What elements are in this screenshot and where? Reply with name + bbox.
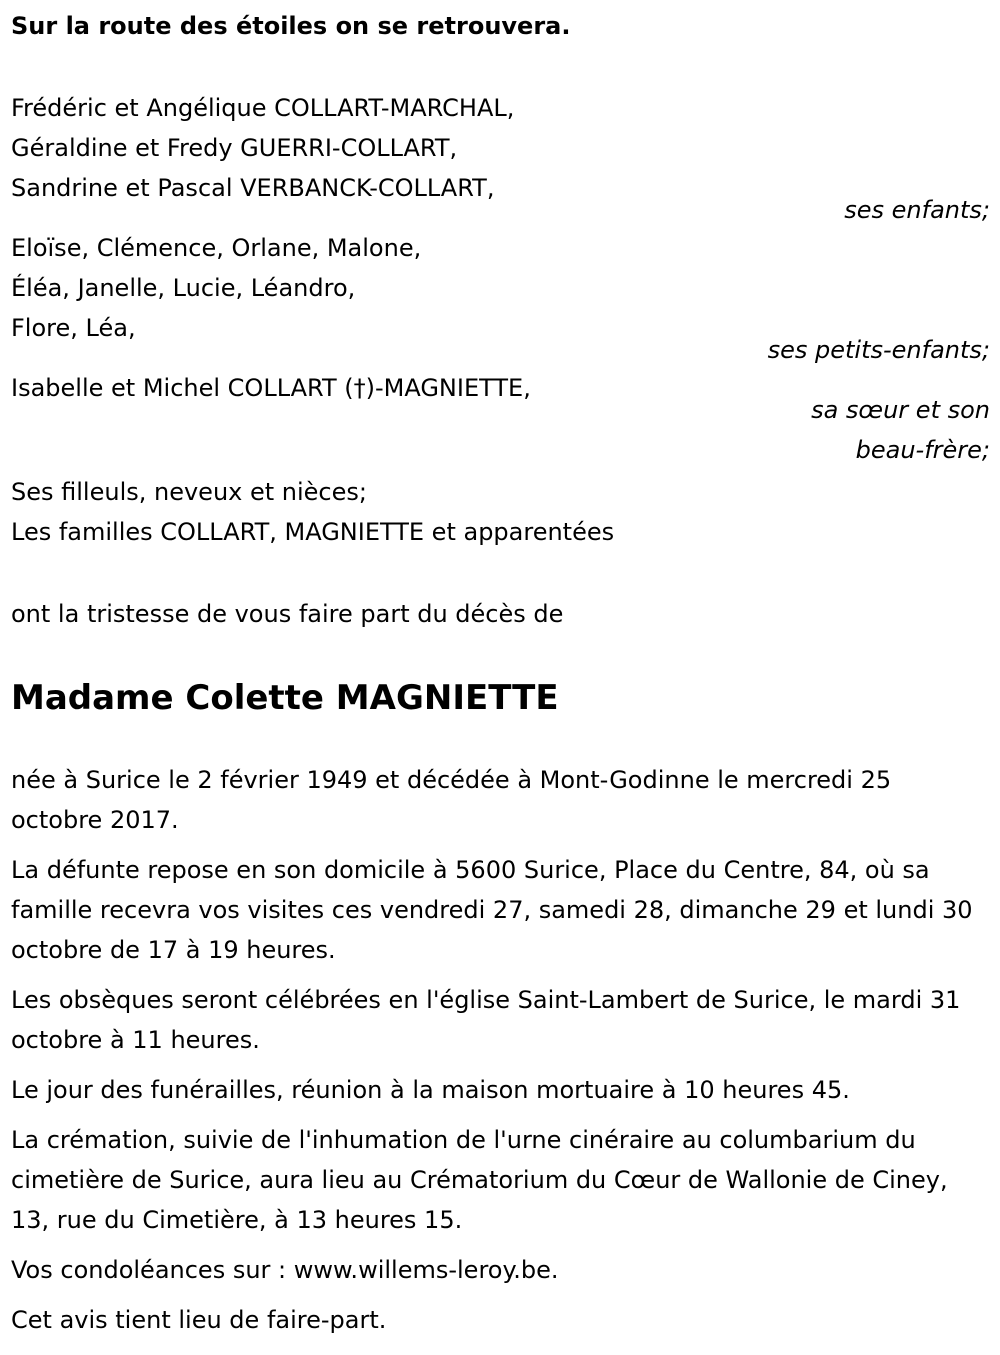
condolences-paragraph: Vos condoléances sur : www.willems-leroy.be.: [11, 1256, 559, 1284]
motto: Sur la route des étoiles on se retrouvera.: [11, 12, 571, 40]
children-role: ses enfants;: [844, 196, 990, 224]
grandchild-line: Éléa, Janelle, Lucie, Léandro,: [11, 274, 356, 302]
grandchild-line: Flore, Léa,: [11, 314, 136, 342]
funeral-paragraph: Les obsèques seront célébrées en l'église Saint-Lambert de Surice, le mardi 31 octobre à 11 heures.: [11, 986, 961, 1054]
meeting-paragraph: Le jour des funérailles, réunion à la maison mortuaire à 10 heures 45.: [11, 1076, 850, 1104]
closing-paragraph: Cet avis tient lieu de faire-part.: [11, 1306, 387, 1334]
visitation-paragraph: La défunte repose en son domicile à 5600 Surice, Place du Centre, 84, où sa famille recevra vos visites ces vendredi 27, samedi 28, dimanche 29 et lundi 30 octobre de 17 à 19 heures.: [11, 856, 973, 964]
sister-group: [11, 368, 990, 470]
child-line: Frédéric et Angélique COLLART-MARCHAL,: [11, 94, 515, 122]
others-line: Ses filleuls, neveux et nièces;: [11, 478, 367, 506]
children-group: [11, 88, 990, 230]
child-line: Sandrine et Pascal VERBANCK-COLLART,: [11, 174, 495, 202]
cremation-paragraph: La crémation, suivie de l'inhumation de l'urne cinéraire au columbarium du cimetière de Surice, aura lieu au Crématorium du Cœur de Wallonie de Ciney, 13, rue du Cimetière, à 13 heures 15.: [11, 1126, 948, 1234]
grandchildren-group: [11, 228, 990, 370]
sister-line: Isabelle et Michel COLLART (†)-MAGNIETTE,: [11, 374, 531, 402]
sister-role-line: beau-frère;: [855, 436, 990, 464]
grandchildren-role: ses petits-enfants;: [767, 336, 990, 364]
sister-role-line: sa sœur et son: [811, 396, 990, 424]
grandchild-line: Eloïse, Clémence, Orlane, Malone,: [11, 234, 422, 262]
announcement-intro: ont la tristesse de vous faire part du décès de: [11, 600, 564, 628]
others-line: Les familles COLLART, MAGNIETTE et apparentées: [11, 518, 615, 546]
child-line: Géraldine et Fredy GUERRI-COLLART,: [11, 134, 458, 162]
others-group: [11, 472, 990, 552]
deceased-name: Madame Colette MAGNIETTE: [11, 678, 559, 718]
birth-death-paragraph: née à Surice le 2 février 1949 et décédée à Mont-Godinne le mercredi 25 octobre 2017.: [11, 766, 892, 834]
